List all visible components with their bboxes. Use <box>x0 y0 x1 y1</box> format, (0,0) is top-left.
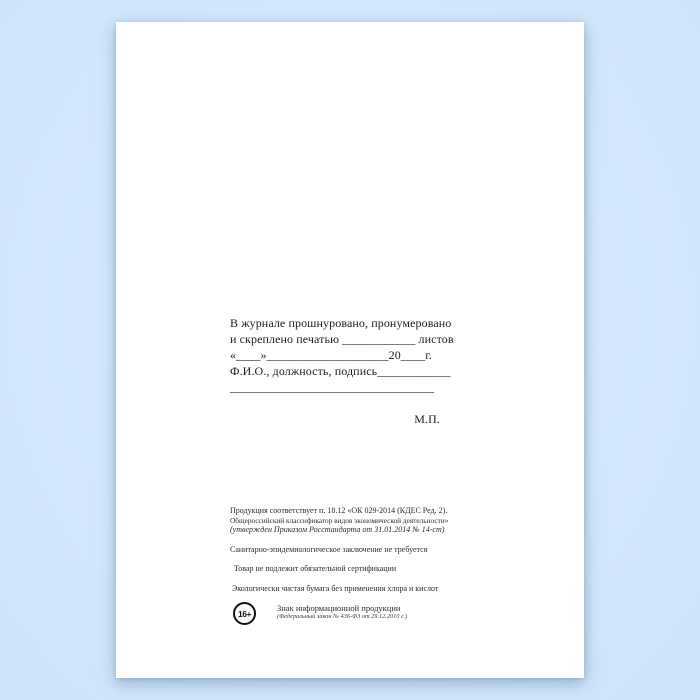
age-rating-16-icon: 16+ <box>233 602 256 625</box>
signature-block <box>230 315 454 427</box>
footer-block <box>230 506 490 625</box>
product-compliance-line-3: (утвержден Приказом Росстандарта от 31.01.2014 № 14-ст) <box>230 525 445 534</box>
eco-paper-statement: Экологически чистая бумага без применения хлора и кислот <box>232 583 439 593</box>
signature-line-2: и скреплено печатью ____________ листов <box>230 332 454 346</box>
signature-line-4: Ф.И.О., должность, подпись____________ <box>230 364 451 378</box>
stamp-place-label: М.П. <box>414 412 440 426</box>
document-page <box>116 22 584 678</box>
product-compliance-line-1: Продукция соответствует п. 18.12 «ОК 029-2014 (КДЕС Ред. 2). <box>230 506 448 515</box>
product-compliance-line-2: Общероссийский классификатор видов экономической деятельности» <box>230 515 449 525</box>
information-product-texts <box>277 602 407 621</box>
information-product-law: (Федеральный закон № 436-ФЗ от 29.12.2010 г.) <box>277 613 408 620</box>
information-product-row <box>230 602 490 625</box>
information-product-title: Знак информационной продукции <box>277 603 401 613</box>
signature-line-3: «____»____________________20____г. <box>230 348 432 362</box>
certification-statement: Товар не подлежит обязательной сертификации <box>234 564 397 573</box>
sanitary-statement: Санитарно-эпидемиологическое заключение не требуется <box>230 544 428 554</box>
signature-rule-line: __________________________________ <box>230 380 434 394</box>
signature-line-1: В журнале прошнуровано, пронумеровано <box>230 316 452 330</box>
